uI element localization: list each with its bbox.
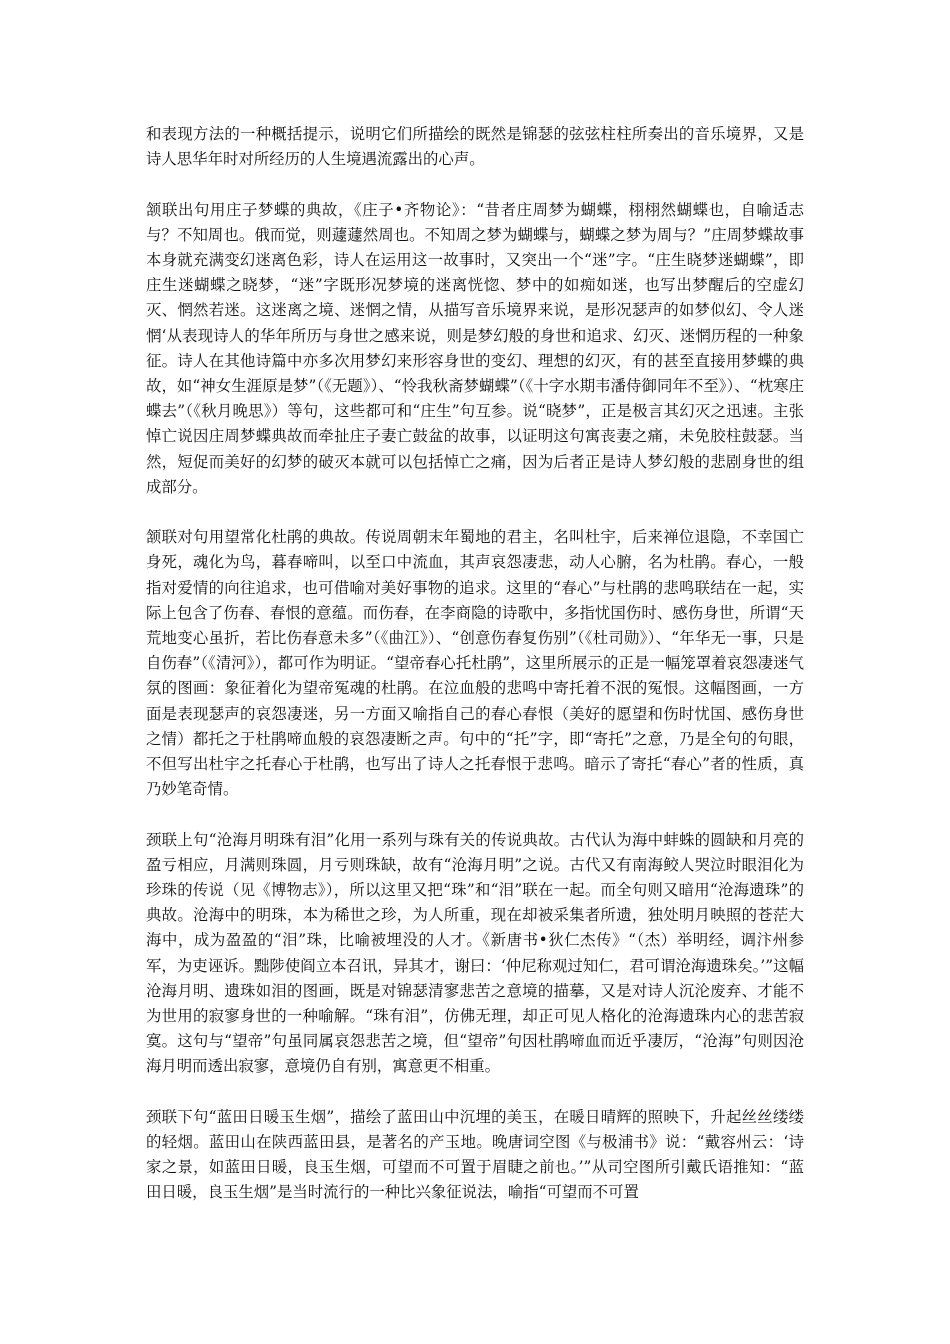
paragraph: 和表现方法的一种概括提示，说明它们所描绘的既然是锦瑟的弦弦柱柱所奏出的音乐境界，又是诗人思华年时对所经历的人生境遇流露出的心声。 (146, 125, 804, 169)
document-body (146, 122, 804, 1231)
paragraph: 颈联上句“沧海月明珠有泪”化用一系列与珠有关的传说典故。古代认为海中蚌蛛的圆缺和月亮的盈亏相应，月满则珠圆，月亏则珠缺，故有“沧海月明”之说。古代又有南海鲛人哭泣时眼泪化为珍珠的传说（见《博物志》），所以这里又把“珠”和“泪”联在一起。而全句则又暗用“沧海遗珠”的典故。沧海中的明珠，本为稀世之珍，为人所重，现在却被采集者所遗，独处明月映照的苍茫大海中，成为盈盈的“泪”珠，比喻被埋没的人才。《新唐书•狄仁杰传》“（杰）举明经，调汴州参军，为吏诬诉。黜陟使阎立本召讯，异其才，谢曰：‘仲尼称观过知仁，君可谓沧海遗珠矣。’”这幅沧海月明、遗珠如泪的图画，既是对锦瑟清寥悲苦之意境的描摹，又是对诗人沉沦废弃、才能不为世用的寂寥身世的一种喻解。“珠有泪”，仿佛无理，却正可见人格化的沧海遗珠内心的悲苦寂寞。这句与“望帝”句虽同属哀怨悲苦之境，但“望帝”句因杜鹃啼血而近乎凄厉，“沧海”句则因沧海月明而透出寂寥，意境仍自有别，寓意更不相重。 (146, 830, 804, 1076)
paragraph: 颔联对句用望常化杜鹃的典故。传说周朝末年蜀地的君主，名叫杜宇，后来禅位退隐，不幸国亡身死，魂化为鸟，暮春啼叫，以至口中流血，其声哀怨凄悲，动人心腑，名为杜鹃。春心，一般指对爱情的向往追求，也可借喻对美好事物的追求。这里的“春心”与杜鹃的悲鸣联结在一起，实际上包含了伤春、春恨的意蕴。而伤春，在李商隐的诗歌中，多指忧国伤时、感伤身世，所谓“天荒地变心虽折，若比伤春意未多”（《曲江》）、“创意伤春复伤别”（《杜司勋》）、“年华无一事，只是自伤春”（《清河》），都可作为明证。“望帝春心托杜鹃”，这里所展示的正是一幅笼罩着哀怨凄迷气氛的图画：象征着化为望帝冤魂的杜鹃。在泣血般的悲鸣中寄托着不泯的冤恨。这幅图画，一方面是表现瑟声的哀怨凄迷，另一方面又喻指自己的春心春恨（美好的愿望和伤时忧国、感伤身世之情）都托之于杜鹃啼血般的哀怨凄断之声。句中的“托”字，即“寄托”之意，乃是全句的句眼，不但写出杜宇之托春心于杜鹃，也写出了诗人之托春恨于悲鸣。暗示了寄托“春心”者的性质，真乃妙笔奇情。 (146, 528, 804, 799)
paragraph: 颈联下句“蓝田日暖玉生烟”，描绘了蓝田山中沉埋的美玉，在暖日晴辉的照映下，升起丝丝缕缕的轻烟。蓝田山在陕西蓝田县，是著名的产玉地。晚唐词空图《与极浦书》说：“戴容州云：‘诗家之景，如蓝田日暖，良玉生烟，可望而不可置于眉睫之前也。’”从司空图所引戴氏语推知：“蓝田日暖，良玉生烟”是当时流行的一种比兴象征说法，喻指“可望而不可置 (146, 1107, 804, 1202)
paragraph: 颔联出句用庄子梦蝶的典故，《庄子•齐物论》：“昔者庄周梦为蝴蝶，栩栩然蝴蝶也，自喻适志与？不知周也。俄而觉，则蘧蘧然周也。不知周之梦为蝴蝶与，蝴蝶之梦为周与？”庄周梦蝶故事本身就充满变幻迷离色彩，诗人在运用这一故事时，又突出一个“迷”字。“庄生晓梦迷蝴蝶”，即庄生迷蝴蝶之晓梦，“迷”字既形况梦境的迷离恍惚、梦中的如痴如迷，也写出梦醒后的空虚幻灭、惘然若迷。这迷离之境、迷惘之情，从描写音乐境界来说，是形况瑟声的如梦似幻、令人迷惘‘从表现诗人的华年所历与身世之感来说，则是梦幻般的身世和追求、幻灭、迷惘历程的一种象征。诗人在其他诗篇中亦多次用梦幻来形容身世的变幻、理想的幻灭，有的甚至直接用梦蝶的典故，如“神女生涯原是梦”（《无题》）、“怜我秋斋梦蝴蝶”（《十字水期韦潘侍御同年不至》）、“枕寒庄蝶去”（《秋月晚思》）等句，这些都可和“庄生”句互参。说“晓梦”，正是极言其幻灭之迅速。主张悼亡说因庄周梦蝶典故而牵扯庄子妻亡鼓盆的故事，以证明这句寓丧妻之痛，未免胶柱鼓瑟。当然，短促而美好的幻梦的破灭本就可以包括悼亡之痛，因为后者正是诗人梦幻般的悲剧身世的组成部分。 (146, 200, 804, 496)
